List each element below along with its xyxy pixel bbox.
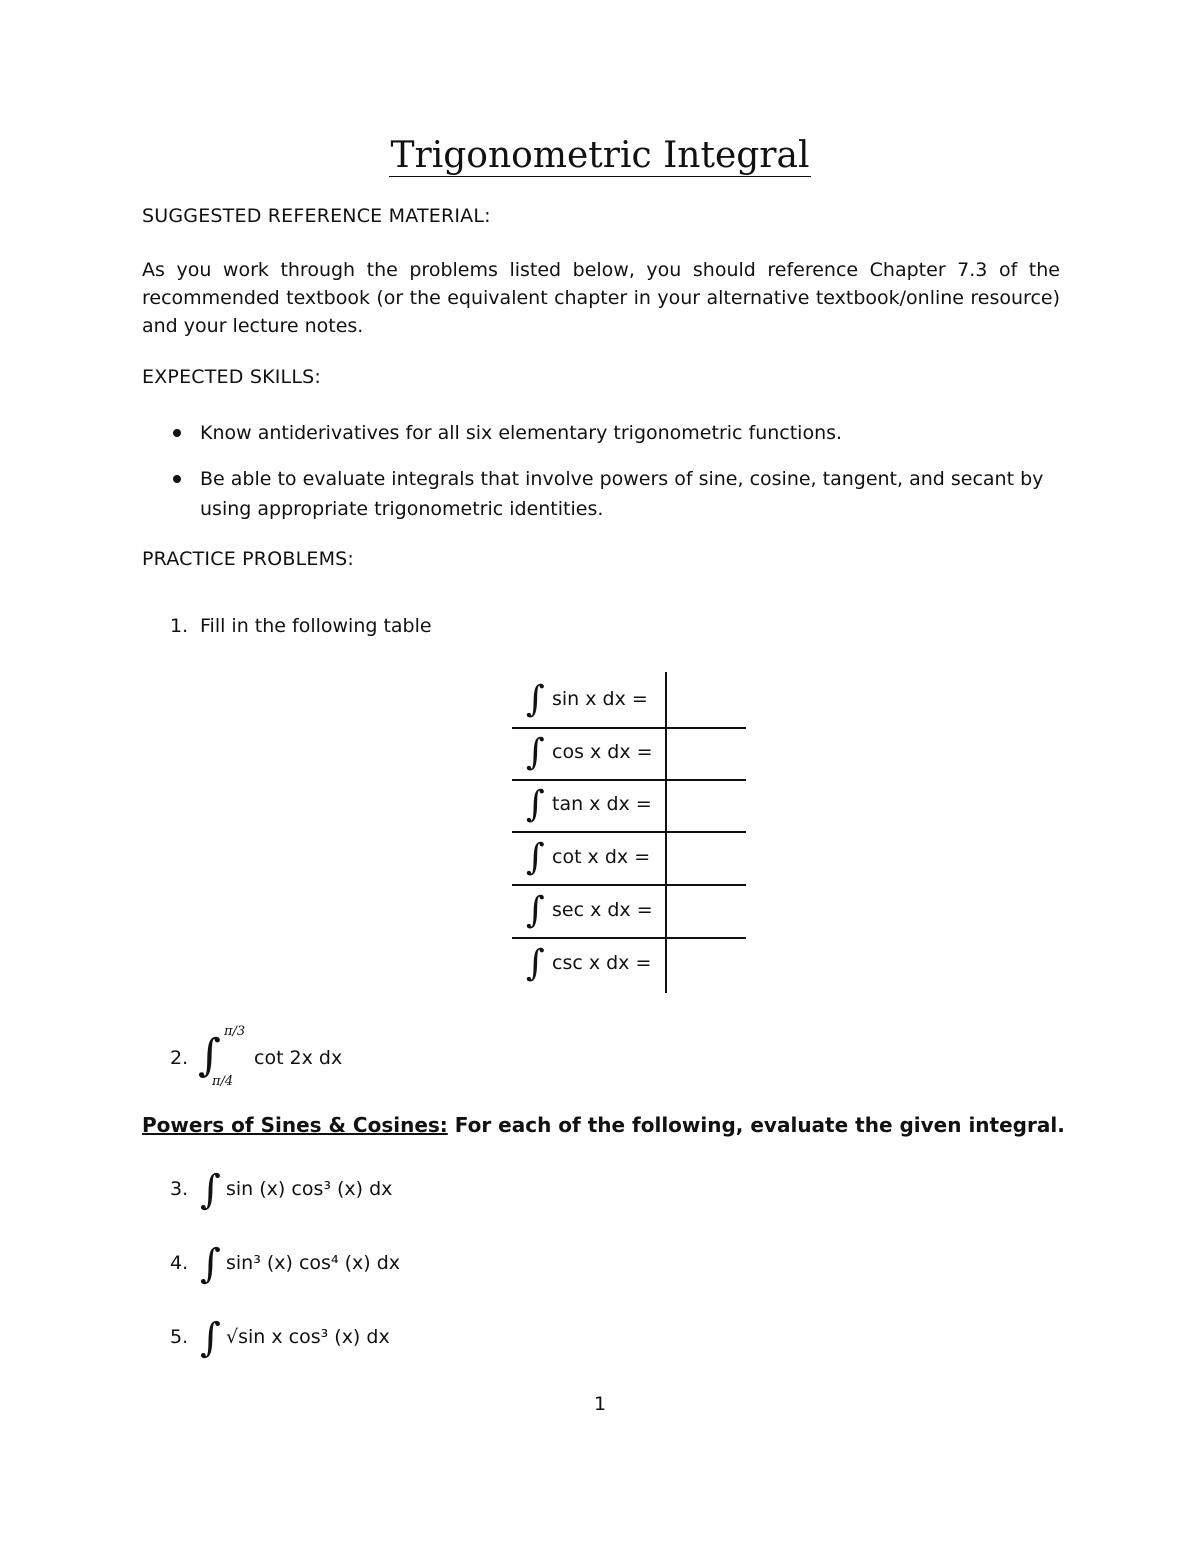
table-row-expr: tan x dx = — [552, 793, 652, 815]
table-row — [512, 938, 665, 991]
integral-sign-icon: ∫ — [200, 1241, 221, 1287]
problem-integral — [200, 1164, 500, 1220]
table-row — [512, 779, 665, 832]
problem-text: Fill in the following table — [200, 615, 432, 637]
lower-limit: π/4 — [212, 1074, 234, 1089]
table-row-expr: sec x dx = — [552, 899, 653, 921]
bullet-icon — [173, 429, 181, 437]
suggested-text: As you work through the problems listed below, you should reference Chapter 7.3 of the recommended textbook (or the equivalent chapter in your alternative textbook/online resource) and your lecture notes. — [142, 259, 1060, 337]
integral-sign-icon: ∫ — [526, 732, 545, 773]
integral-sign-icon: ∫ — [526, 837, 545, 878]
integrand: sin (x) cos³ (x) dx — [226, 1178, 393, 1200]
practice-heading: PRACTICE PROBLEMS: — [142, 548, 355, 570]
antiderivative-table — [512, 672, 746, 993]
integral-sign-icon: ∫ — [200, 1167, 221, 1213]
integral-sign-icon: ∫ — [200, 1315, 221, 1361]
table-row — [512, 727, 665, 780]
upper-limit: π/3 — [224, 1024, 246, 1039]
integral-sign-icon: ∫ — [198, 1030, 221, 1081]
integrand: √sin x cos³ (x) dx — [226, 1326, 390, 1348]
problem-integral — [200, 1238, 500, 1294]
problem-number: 2. — [170, 1047, 189, 1069]
page-title — [0, 132, 1200, 180]
skill-item-text: Know antiderivatives for all six elementary trigonometric functions. — [200, 422, 843, 444]
bullet-icon — [173, 475, 181, 483]
table-row — [512, 674, 665, 727]
powers-heading-underlined: Powers of Sines & Cosines: — [142, 1113, 448, 1137]
skill-item — [200, 418, 1060, 448]
integral-sign-icon: ∫ — [526, 679, 545, 720]
page-title-text: Trigonometric Integral — [390, 135, 810, 176]
table-row — [512, 885, 665, 938]
problem-integral — [200, 1312, 500, 1368]
problem-number: 1. — [170, 615, 189, 637]
skill-item-text: Be able to evaluate integrals that involve powers of sine, cosine, tangent, and secant by using appropriate trigonometric identities. — [200, 468, 1044, 520]
powers-heading — [142, 1113, 1065, 1137]
integrand: sin³ (x) cos⁴ (x) dx — [226, 1252, 401, 1274]
table-row — [512, 832, 665, 885]
page-number: 1 — [593, 1393, 607, 1415]
skills-heading: EXPECTED SKILLS: — [142, 366, 321, 388]
suggested-heading: SUGGESTED REFERENCE MATERIAL: — [142, 205, 491, 227]
definite-integral — [198, 1024, 398, 1094]
table-row-expr: sin x dx = — [552, 688, 648, 710]
problem-number: 4. — [170, 1252, 189, 1274]
table-row-expr: csc x dx = — [552, 952, 652, 974]
skill-item — [200, 464, 1060, 524]
powers-heading-rest: For each of the following, evaluate the given integral. — [447, 1113, 1065, 1137]
integral-sign-icon: ∫ — [526, 784, 545, 825]
table-row-expr: cos x dx = — [552, 741, 653, 763]
table-row-expr: cot x dx = — [552, 846, 651, 868]
integrand: cot 2x dx — [254, 1047, 343, 1069]
problem-number: 3. — [170, 1178, 189, 1200]
integral-sign-icon: ∫ — [526, 943, 545, 984]
integral-sign-icon: ∫ — [526, 890, 545, 931]
table-divider — [665, 672, 667, 993]
problem-number: 5. — [170, 1326, 189, 1348]
